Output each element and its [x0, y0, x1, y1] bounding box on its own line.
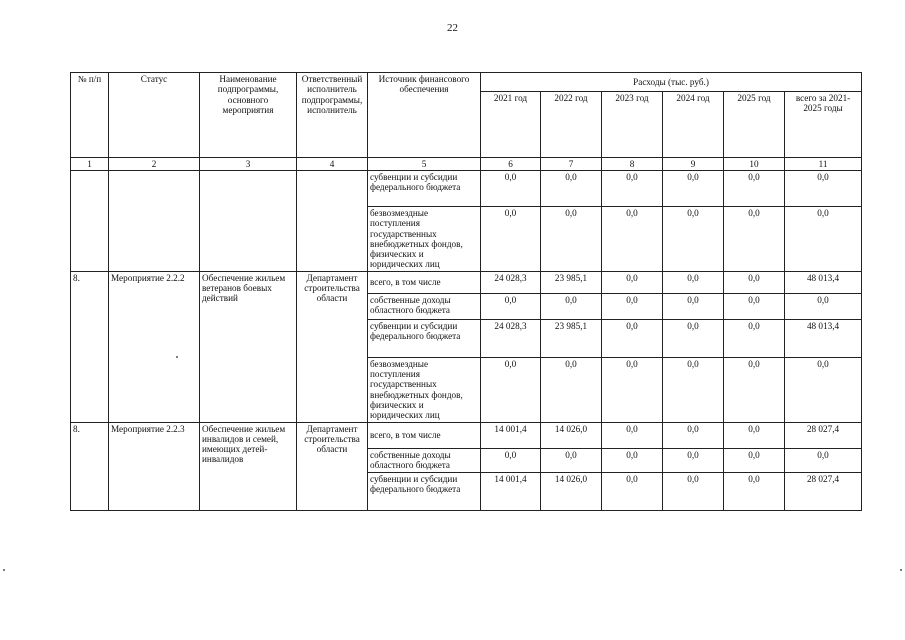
header-year: 2024 год: [663, 92, 724, 158]
header-name: Наименование подпрограммы, основного мероприятия: [200, 73, 297, 158]
column-number: 7: [541, 158, 602, 171]
row-year-value: 0,0: [602, 319, 663, 357]
row-year-value: 24 028,3: [481, 319, 541, 357]
table-body: [71, 171, 862, 511]
row-year-value: 0,0: [663, 171, 724, 207]
row-source: всего, в том числе: [368, 422, 481, 448]
row-year-value: 0,0: [663, 472, 724, 510]
row-year-value: 0,0: [663, 207, 724, 272]
row-year-value: 0,0: [602, 448, 663, 472]
column-number: 8: [602, 158, 663, 171]
row-year-value: 0,0: [541, 357, 602, 422]
row-year-value: 0,0: [724, 319, 785, 357]
row-status: Мероприятие 2.2.3: [109, 422, 200, 510]
row-year-value: 0,0: [602, 472, 663, 510]
row-year-value: 14 001,4: [481, 422, 541, 448]
header-responsible: Ответственный исполнитель подпрограммы, исполнитель: [297, 73, 368, 158]
header-status: Статус: [109, 73, 200, 158]
row-year-value: 0,0: [663, 448, 724, 472]
row-year-value: 0,0: [602, 171, 663, 207]
row-year-value: 0,0: [541, 207, 602, 272]
row-year-value: 0,0: [724, 271, 785, 293]
row-year-value: 0,0: [724, 448, 785, 472]
row-total-value: 0,0: [785, 448, 862, 472]
column-number: 6: [481, 158, 541, 171]
row-total-value: 28 027,4: [785, 472, 862, 510]
row-year-value: 0,0: [663, 422, 724, 448]
expenses-table: [70, 72, 862, 511]
page-number: 22: [447, 22, 458, 34]
row-year-value: 0,0: [724, 171, 785, 207]
row-year-value: 0,0: [724, 357, 785, 422]
row-responsible: Департамент строительства области: [297, 422, 368, 510]
row-total-value: 48 013,4: [785, 271, 862, 293]
row-year-value: 0,0: [481, 448, 541, 472]
row-year-value: 0,0: [724, 472, 785, 510]
row-year-value: 0,0: [663, 293, 724, 319]
column-number: 4: [297, 158, 368, 171]
row-source: субвенции и субсидии федерального бюджета: [368, 319, 481, 357]
row-number: 8.: [71, 422, 109, 510]
header-year: 2025 год: [724, 92, 785, 158]
column-number: 3: [200, 158, 297, 171]
row-source: собственные доходы областного бюджета: [368, 448, 481, 472]
row-year-value: 14 001,4: [481, 472, 541, 510]
column-number: 1: [71, 158, 109, 171]
row-year-value: 0,0: [541, 171, 602, 207]
row-total-value: 0,0: [785, 293, 862, 319]
table-header: [71, 73, 862, 171]
row-name: [200, 171, 297, 272]
header-year: 2021 год: [481, 92, 541, 158]
row-year-value: 0,0: [541, 293, 602, 319]
row-total-value: 48 013,4: [785, 319, 862, 357]
row-year-value: 0,0: [481, 171, 541, 207]
column-number: 2: [109, 158, 200, 171]
header-year: 2023 год: [602, 92, 663, 158]
row-year-value: 0,0: [663, 319, 724, 357]
row-year-value: 0,0: [602, 271, 663, 293]
row-year-value: 14 026,0: [541, 472, 602, 510]
row-status: Мероприятие 2.2.2: [109, 271, 200, 422]
row-source: всего, в том числе: [368, 271, 481, 293]
header-expenses: Расходы (тыс. руб.): [481, 73, 862, 92]
table-row: [71, 271, 862, 293]
row-year-value: 24 028,3: [481, 271, 541, 293]
row-source: субвенции и субсидии федерального бюджета: [368, 171, 481, 207]
scan-speck: [900, 569, 902, 571]
row-source: собственные доходы областного бюджета: [368, 293, 481, 319]
row-total-value: 0,0: [785, 171, 862, 207]
header-total: всего за 2021-2025 годы: [785, 92, 862, 158]
header-source: Источник финансового обеспечения: [368, 73, 481, 158]
row-number: 8.: [71, 271, 109, 422]
row-year-value: 0,0: [663, 357, 724, 422]
scan-speck: [176, 356, 178, 358]
row-year-value: 0,0: [541, 448, 602, 472]
row-source: безвозмездные поступления государственных внебюджетных фондов, физических и юридических лиц: [368, 357, 481, 422]
row-year-value: 23 985,1: [541, 319, 602, 357]
table-row: [71, 422, 862, 448]
row-year-value: 0,0: [663, 271, 724, 293]
row-year-value: 0,0: [481, 357, 541, 422]
row-status: [109, 171, 200, 272]
header-year: 2022 год: [541, 92, 602, 158]
row-year-value: 14 026,0: [541, 422, 602, 448]
row-number: [71, 171, 109, 272]
column-number-row: [71, 158, 862, 171]
row-responsible: [297, 171, 368, 272]
column-number: 10: [724, 158, 785, 171]
row-year-value: 0,0: [602, 293, 663, 319]
row-source: безвозмездные поступления государственных внебюджетных фондов, физических и юридических лиц: [368, 207, 481, 272]
table-row: [71, 171, 862, 207]
row-source: субвенции и субсидии федерального бюджета: [368, 472, 481, 510]
row-responsible: Департамент строительства области: [297, 271, 368, 422]
scan-speck: [3, 569, 5, 571]
row-year-value: 0,0: [724, 422, 785, 448]
row-year-value: 0,0: [481, 293, 541, 319]
row-year-value: 0,0: [481, 207, 541, 272]
column-number: 5: [368, 158, 481, 171]
row-total-value: 0,0: [785, 357, 862, 422]
row-name: Обеспечение жильем ветеранов боевых действий: [200, 271, 297, 422]
row-year-value: 0,0: [602, 357, 663, 422]
row-year-value: 0,0: [602, 422, 663, 448]
row-year-value: 0,0: [602, 207, 663, 272]
header-no: № п/п: [71, 73, 109, 158]
row-name: Обеспечение жильем инвалидов и семей, имеющих детей-инвалидов: [200, 422, 297, 510]
row-year-value: 0,0: [724, 293, 785, 319]
column-number: 9: [663, 158, 724, 171]
row-year-value: 0,0: [724, 207, 785, 272]
row-total-value: 28 027,4: [785, 422, 862, 448]
row-total-value: 0,0: [785, 207, 862, 272]
row-year-value: 23 985,1: [541, 271, 602, 293]
column-number: 11: [785, 158, 862, 171]
